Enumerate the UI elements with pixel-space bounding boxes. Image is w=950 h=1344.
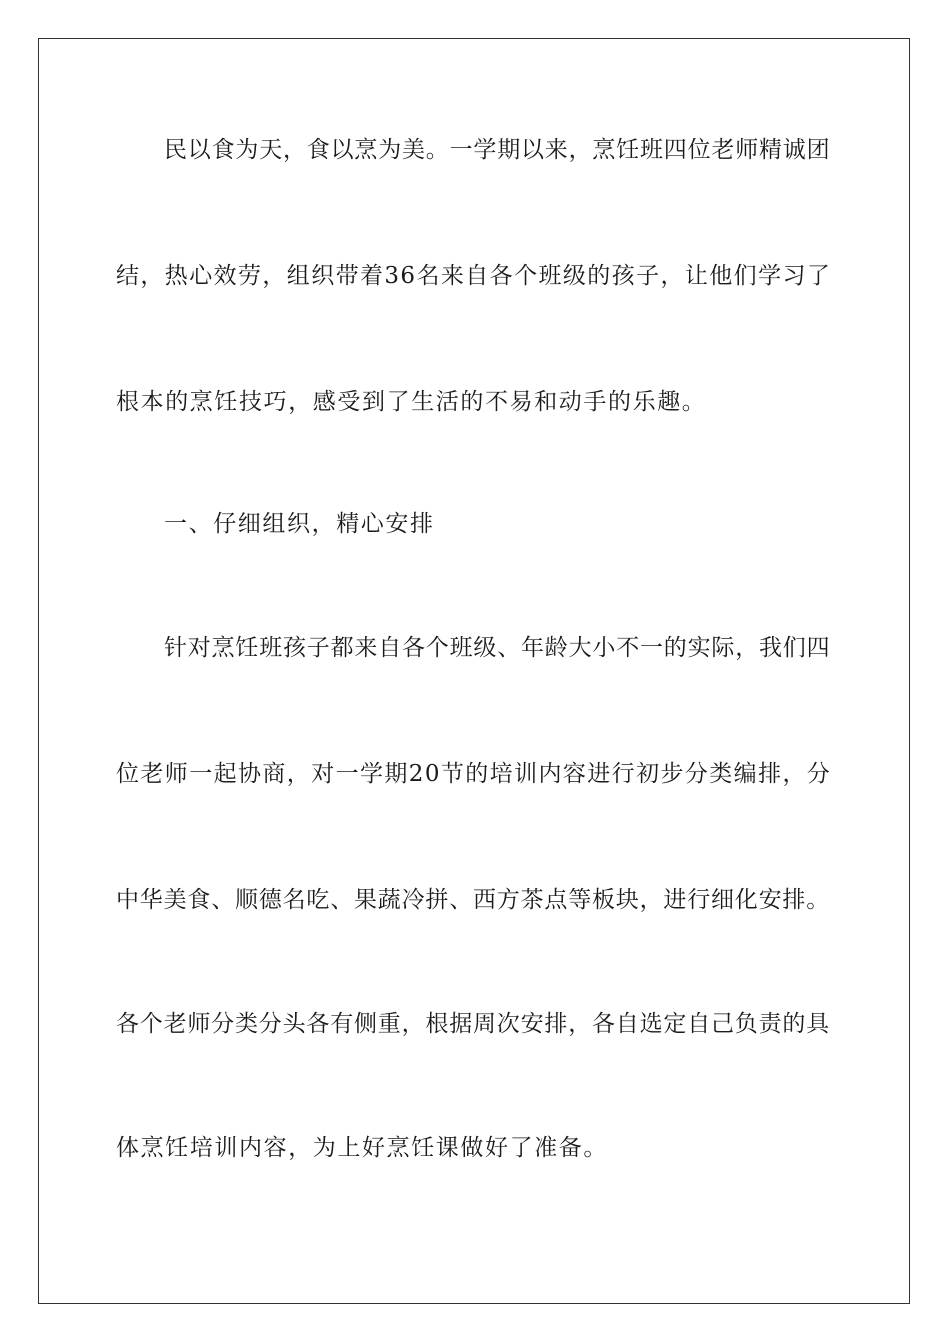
paragraph-2-line-1: 针对烹饪班孩子都来自各个班级、年龄大小不一的实际，我们四 — [164, 635, 831, 661]
paragraph-1-line-2: 结，热心效劳，组织带着36名来自各个班级的孩子，让他们学习了 — [116, 263, 832, 289]
section-heading: 一、仔细组织，精心安排 — [164, 511, 435, 537]
paragraph-1-line-1: 民以食为天，食以烹为美。一学期以来，烹饪班四位老师精诚团 — [164, 137, 831, 163]
paragraph-2-line-4: 各个老师分类分头各有侧重，根据周次安排，各自选定自己负责的具 — [116, 1011, 830, 1037]
page-border — [38, 38, 910, 1304]
paragraph-2-line-2: 位老师一起协商，对一学期20节的培训内容进行初步分类编排，分 — [116, 761, 832, 787]
paragraph-2-line-3: 中华美食、顺德名吃、果蔬冷拼、西方茶点等板块，进行细化安排。 — [116, 887, 830, 913]
paragraph-1-line-3: 根本的烹饪技巧，感受到了生活的不易和动手的乐趣。 — [116, 389, 707, 415]
paragraph-2-line-5: 体烹饪培训内容，为上好烹饪课做好了准备。 — [116, 1135, 608, 1161]
